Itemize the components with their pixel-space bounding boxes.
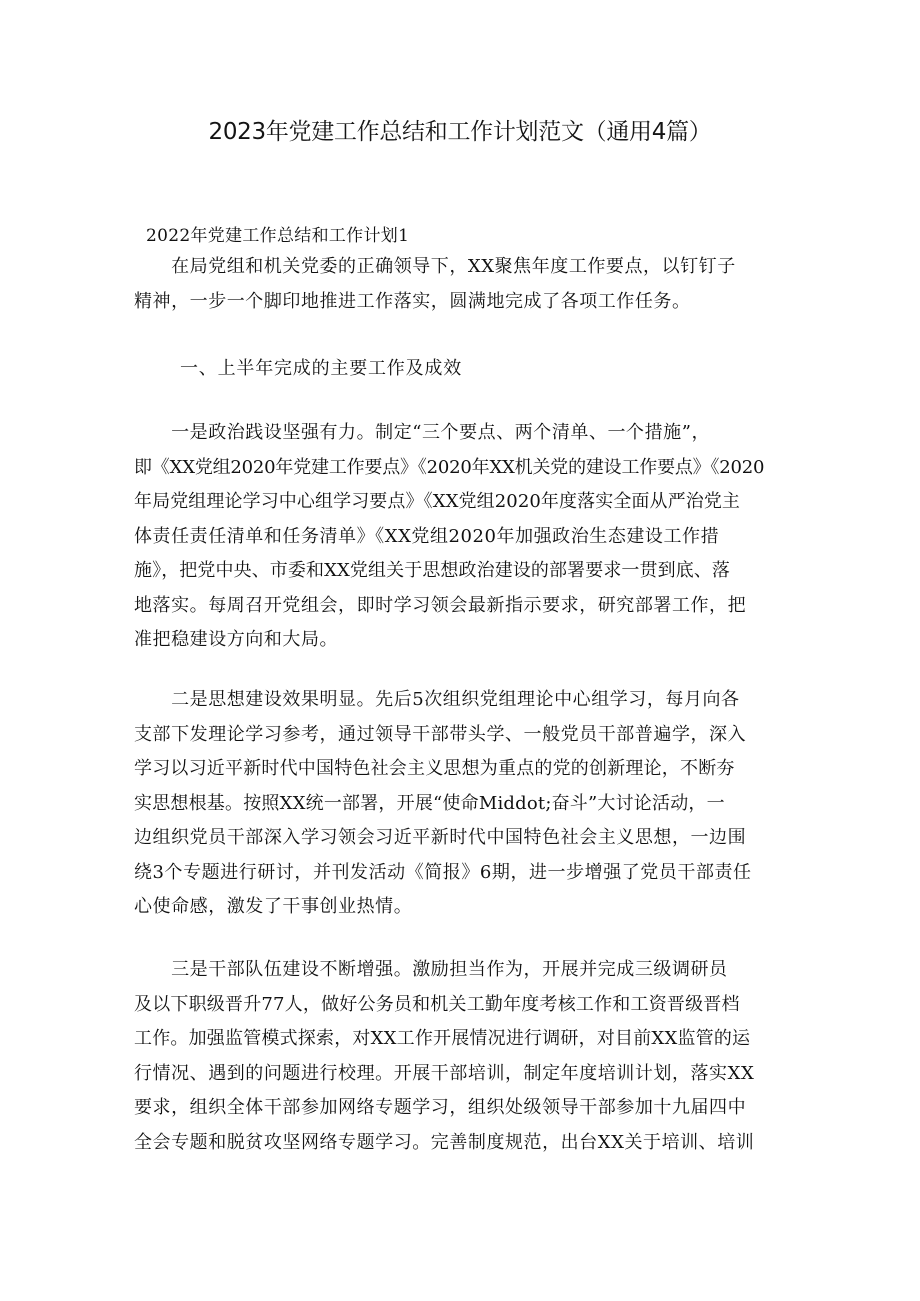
paragraph-line: 心使命感，激发了干事创业热情。 (134, 896, 413, 917)
paragraph-ideology (134, 683, 794, 925)
paragraph-line: 年局党组理论学习中心组学习要点》《XX党组2020年度落实全面从严治党主 (134, 491, 741, 512)
paragraph-line: 即《XX党组2020年党建工作要点》《2020年XX机关党的建设工作要点》《2020 (134, 456, 765, 478)
paragraph-line: 二是思想建设效果明显。先后5次组织党组理论中心组学习，每月向各 (134, 689, 740, 710)
paragraph-line: 体责任责任清单和任务清单》《XX党组2020年加强政治生态建设工作措 (134, 525, 720, 547)
paragraph-line: 及以下职级晋升77人，做好公务员和机关工勤年度考核工作和工资晋级晋档 (134, 993, 740, 1015)
paragraph-line: 地落实。每周召开党组会，即时学习领会最新指示要求，研究部署工作，把 (134, 594, 747, 616)
paragraph-line: 施》，把党中央、市委和XX党组关于思想政治建设的部署要求一贯到底、落 (134, 560, 731, 581)
section-heading: 一、上半年完成的主要工作及成效 (180, 358, 462, 379)
paragraph-line: 在局党组和机关党委的正确领导下，XX聚焦年度工作要点，以钉钉子 (134, 256, 736, 277)
paragraph-line: 学习以习近平新时代中国特色社会主义思想为重点的党的创新理论，不断夯 (134, 758, 735, 779)
paragraph-line: 工作。加强监管模式探索，对XX工作开展情况进行调研，对目前XX监管的运 (134, 1028, 751, 1049)
paragraph-line: 要求，组织全体干部参加网络专题学习，组织处级领导干部参加十九届四中 (134, 1097, 747, 1118)
paragraph-line: 支部下发理论学习参考，通过领导干部带头学、一般党员干部普遍学，深入 (134, 723, 747, 745)
paragraph-political (134, 416, 794, 658)
paragraph-line: 边组织党员干部深入学习领会习近平新时代中国特色社会主义思想，一边围 (134, 827, 747, 848)
intro-paragraph (134, 250, 794, 319)
paragraph-line: 三是干部队伍建设不断增强。激励担当作为，开展并完成三级调研员 (134, 959, 728, 980)
paragraph-line: 精神，一步一个脚印地推进工作落实，圆满地完成了各项工作任务。 (134, 290, 691, 312)
paragraph-line: 一是政治践设坚强有力。制定“三个要点、两个清单、一个措施”， (134, 422, 711, 443)
article-subtitle: 2022年党建工作总结和工作计划1 (146, 226, 410, 246)
paragraph-line: 实思想根基。按照XX统一部署，开展“使命Middot;奋斗”大讨论活动，一 (134, 792, 725, 814)
paragraph-line: 行情况、遇到的问题进行校理。开展干部培训，制定年度培训计划，落实XX (134, 1062, 755, 1084)
paragraph-line: 全会专题和脱贫攻坚网络专题学习。完善制度规范，出台XX关于培训、培训 (134, 1131, 755, 1153)
paragraph-line: 绕3个专题进行研讨，并刊发活动《简报》6期，进一步增强了党员干部责任 (134, 861, 752, 883)
paragraph-line: 准把稳建设方向和大局。 (134, 629, 339, 650)
document-title: 2023年党建工作总结和工作计划范文（通用4篇） (208, 119, 712, 145)
paragraph-cadre (134, 953, 794, 1160)
